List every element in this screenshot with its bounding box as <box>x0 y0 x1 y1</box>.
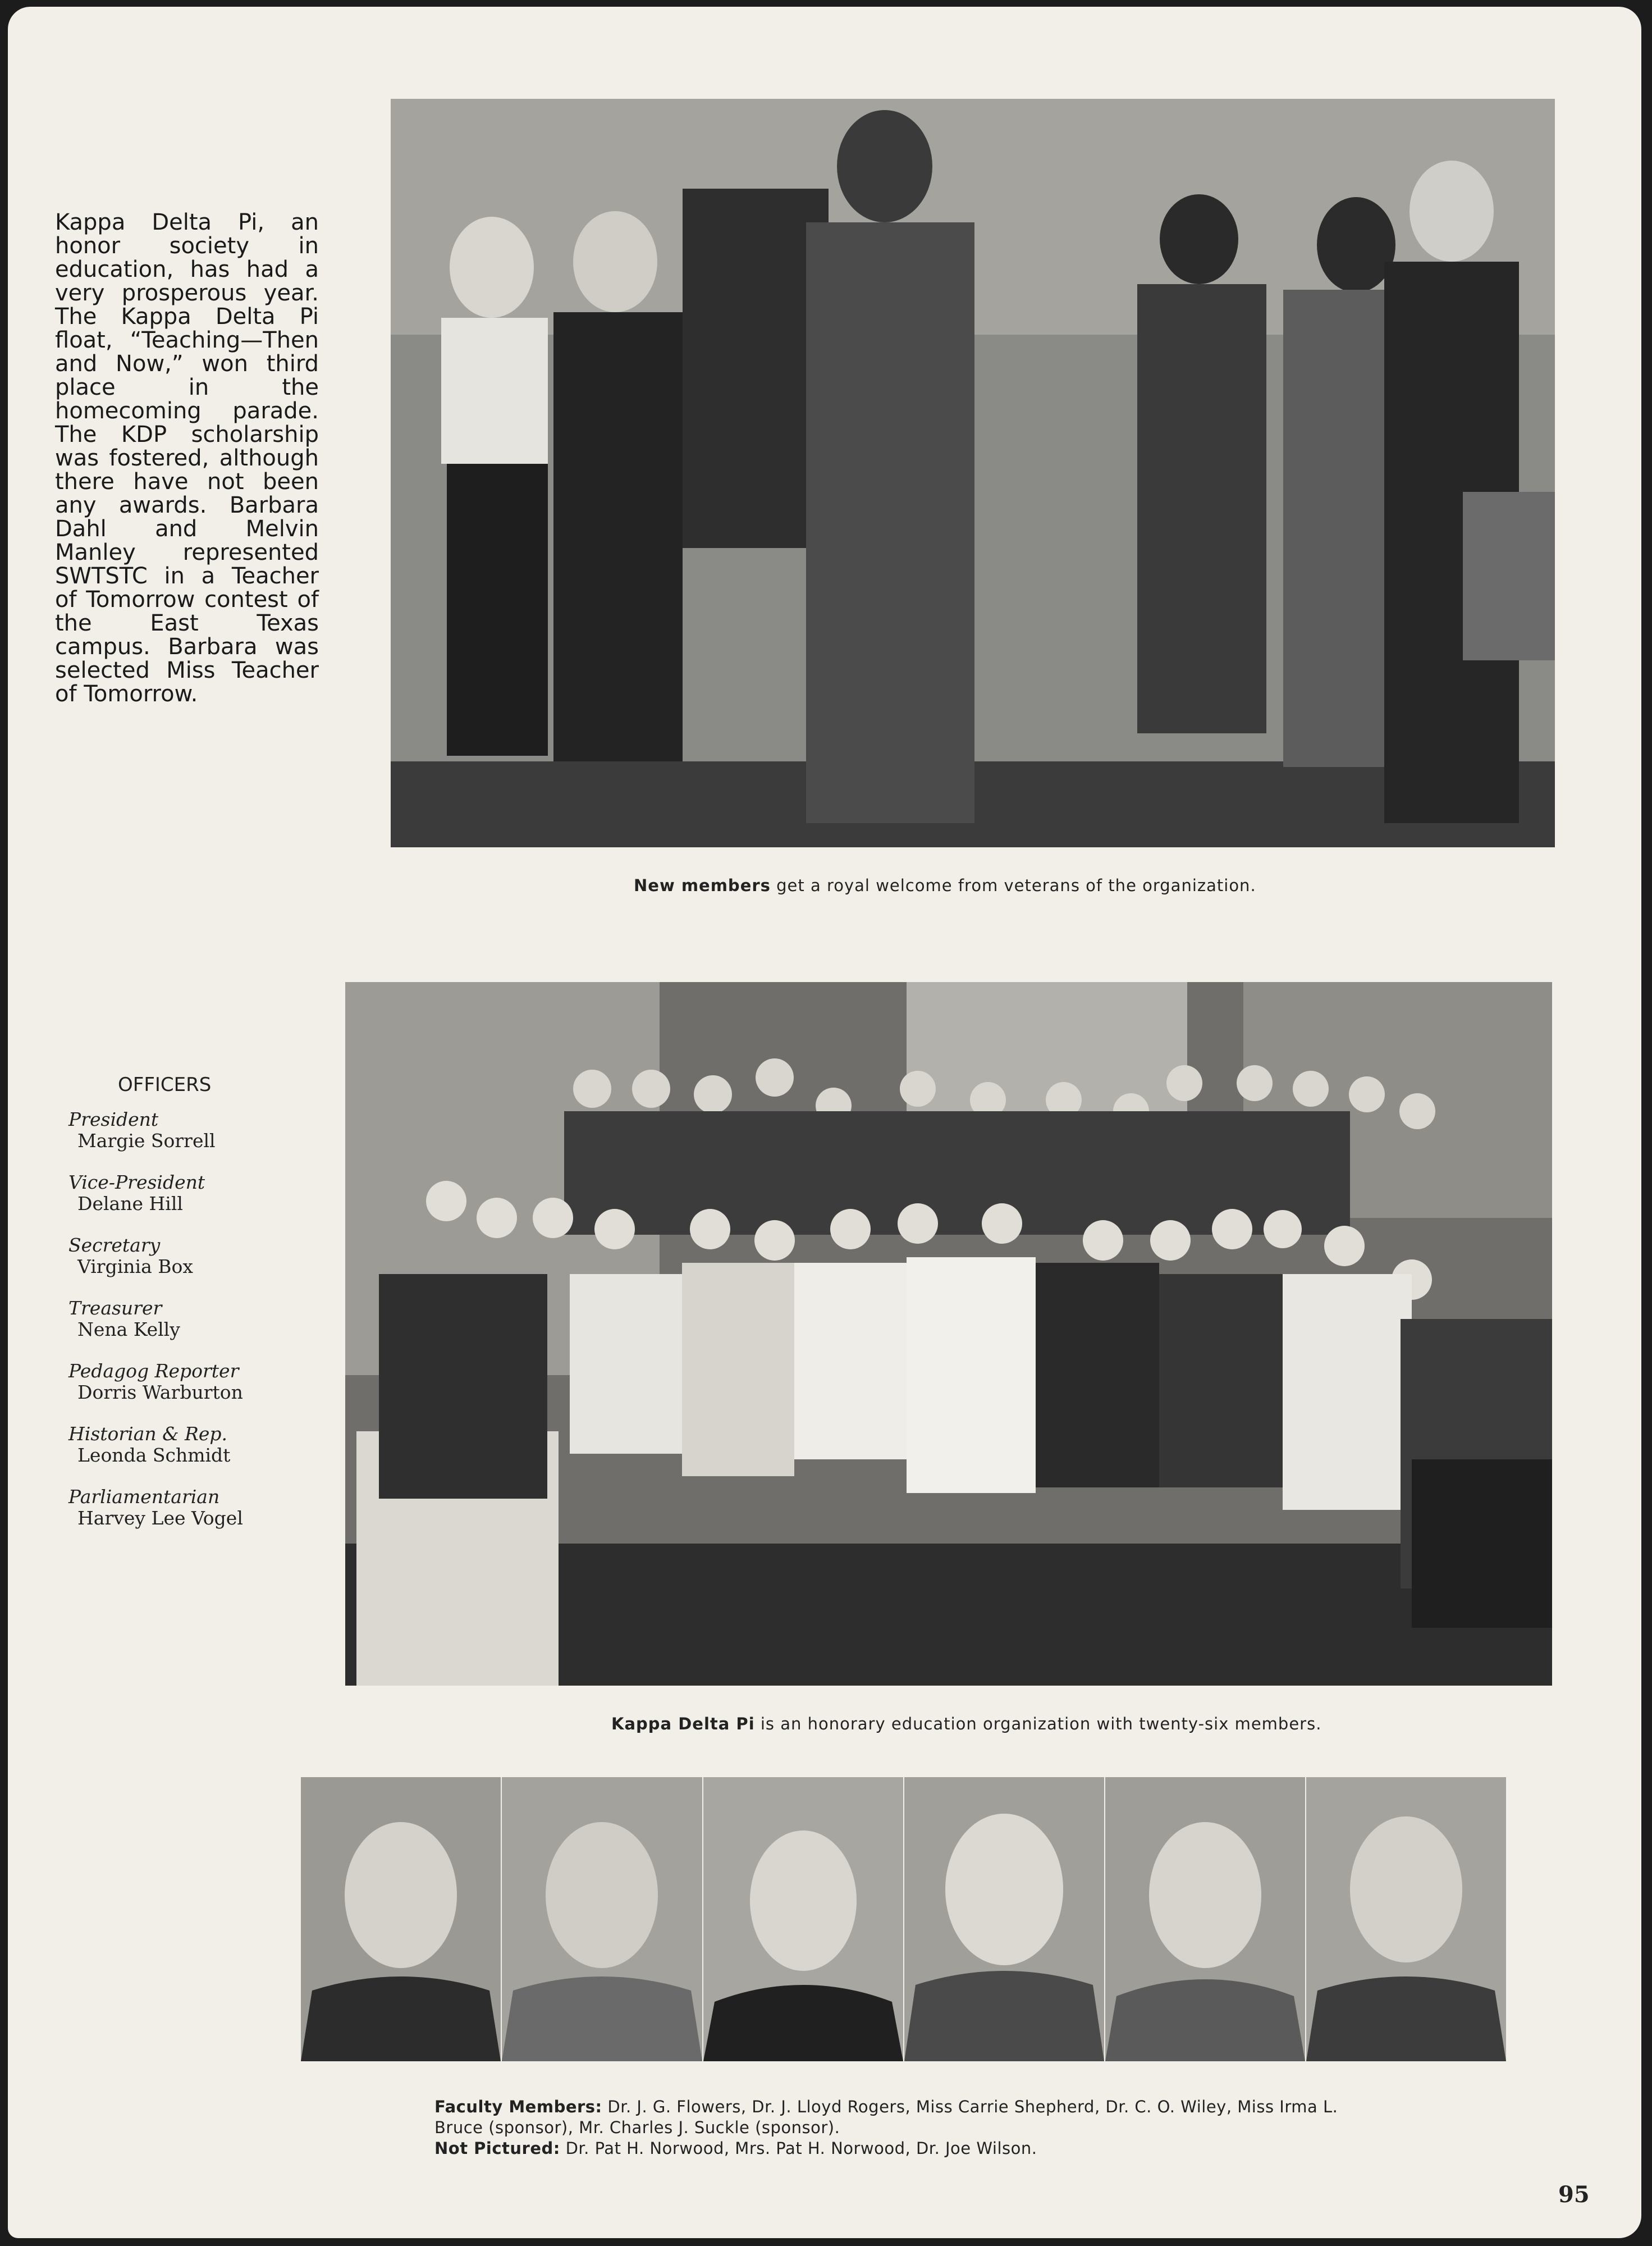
faculty-caption <box>434 2097 1389 2159</box>
faculty-names: Dr. J. G. Flowers, Dr. J. Lloyd Rogers, Miss Carrie Shepherd, Dr. C. O. Wiley, Miss Irma L. Bruce (sponsor), Mr. Charles J. Suckle (sponsor). <box>434 2097 1338 2137</box>
officer-role: Pedagog Reporter <box>68 1360 239 1382</box>
officer-role: Parliamentarian <box>68 1486 220 1508</box>
new-members-photo <box>391 99 1555 847</box>
faculty-portrait <box>301 1777 501 2061</box>
officer-role: Secretary <box>68 1234 161 1256</box>
officer-name: Leonda Schmidt <box>77 1444 231 1466</box>
not-pictured-label: Not Pictured: <box>434 2139 560 2158</box>
photo1-caption <box>634 876 1256 895</box>
officer-name: Margie Sorrell <box>77 1130 216 1152</box>
photo1-caption-bold: New members <box>634 876 771 895</box>
faculty-portrait <box>502 1777 702 2061</box>
officer-role: Historian & Rep. <box>68 1423 227 1445</box>
not-pictured-names: Dr. Pat H. Norwood, Mrs. Pat H. Norwood, Dr. Joe Wilson. <box>560 2139 1037 2158</box>
photo2-caption-rest: is an honorary education organization with twenty-six members. <box>754 1714 1322 1733</box>
officer-name: Dorris Warburton <box>77 1381 243 1403</box>
group-photo <box>345 982 1552 1686</box>
photo1-caption-rest: get a royal welcome from veterans of the organization. <box>770 876 1256 895</box>
faculty-portrait <box>904 1777 1104 2061</box>
officers-title: OFFICERS <box>118 1074 212 1096</box>
faculty-portrait <box>1105 1777 1305 2061</box>
officer-name: Virginia Box <box>77 1256 193 1277</box>
yearbook-page <box>8 7 1641 2238</box>
officer-role: Treasurer <box>68 1297 162 1319</box>
officer-role: President <box>68 1108 159 1130</box>
intro-paragraph: Kappa Delta Pi, an honor society in education, has had a very prosperous year. The Kappa Delta Pi float, “Teaching—Then and Now,” won third place in the homecoming parade. The KDP scholarship was fostered, although there have not been any awards. Barbara Dahl and Melvin Manley represented SWTSTC in a Teacher of Tomorrow contest of the East Texas campus. Barbara was selected Miss Teacher of Tomorrow. <box>55 209 319 707</box>
photo2-caption-bold: Kappa Delta Pi <box>611 1714 755 1733</box>
officer-role: Vice-President <box>68 1171 205 1193</box>
faculty-label: Faculty Members: <box>434 2097 602 2116</box>
faculty-portrait <box>703 1777 903 2061</box>
page-number: 95 <box>1558 2181 1590 2208</box>
officer-name: Harvey Lee Vogel <box>77 1507 243 1529</box>
photo2-caption <box>611 1714 1321 1733</box>
officer-name: Delane Hill <box>77 1193 183 1215</box>
faculty-portrait <box>1306 1777 1506 2061</box>
officer-name: Nena Kelly <box>77 1318 180 1340</box>
